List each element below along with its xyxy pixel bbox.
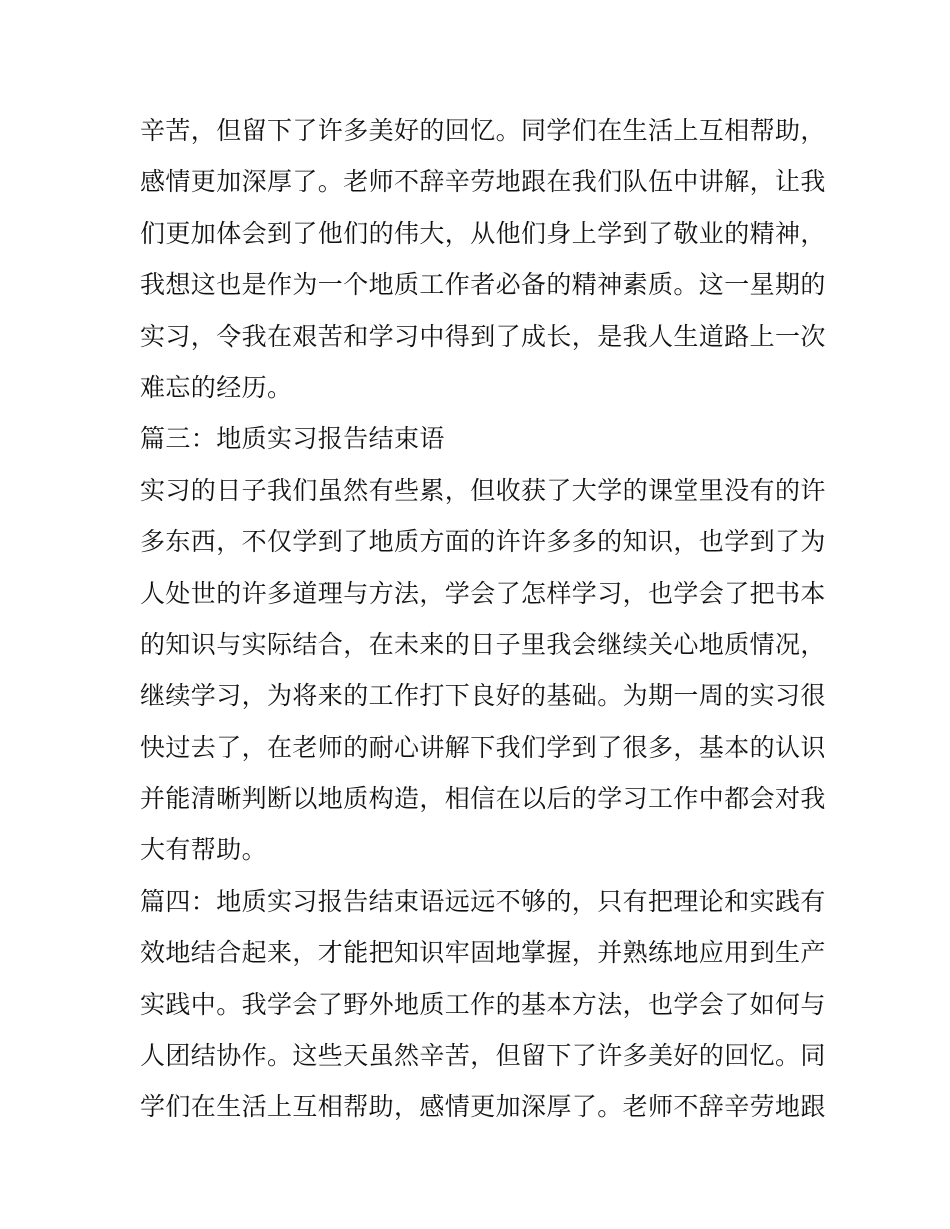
text-line: 多东西，不仅学到了地质方面的许许多多的知识，也学到了为 bbox=[140, 527, 826, 557]
text-line: 实习，令我在艰苦和学习中得到了成长，是我人生道路上一次 bbox=[140, 321, 826, 351]
document-text bbox=[140, 105, 826, 1133]
text-line: 效地结合起来，才能把知识牢固地掌握，并熟练地应用到生产 bbox=[140, 938, 826, 968]
text-line: 们更加体会到了他们的伟大，从他们身上学到了敬业的精神， bbox=[140, 218, 826, 248]
text-line: 人处世的许多道理与方法，学会了怎样学习，也学会了把书本 bbox=[140, 578, 826, 608]
text-line: 感情更加深厚了。老师不辞辛劳地跟在我们队伍中讲解，让我 bbox=[140, 167, 826, 197]
text-line: 难忘的经历。 bbox=[140, 372, 293, 402]
text-line: 辛苦，但留下了许多美好的回忆。同学们在生活上互相帮助， bbox=[140, 116, 826, 145]
section-heading: 篇三：地质实习报告结束语 bbox=[140, 424, 445, 454]
text-line: 大有帮助。 bbox=[140, 835, 268, 865]
text-line: 继续学习，为将来的工作打下良好的基础。为期一周的实习很 bbox=[140, 681, 826, 711]
text-line: 的知识与实际结合，在未来的日子里我会继续关心地质情况， bbox=[140, 629, 826, 659]
text-line: 人团结协作。这些天虽然辛苦，但留下了许多美好的回忆。同 bbox=[140, 1041, 826, 1071]
text-line: 学们在生活上互相帮助，感情更加深厚了。老师不辞辛劳地跟 bbox=[140, 1092, 826, 1122]
text-line: 快过去了，在老师的耐心讲解下我们学到了很多，基本的认识 bbox=[140, 732, 826, 762]
text-line: 实践中。我学会了野外地质工作的基本方法，也学会了如何与 bbox=[140, 989, 826, 1019]
section-heading-line: 篇四：地质实习报告结束语远远不够的，只有把理论和实践有 bbox=[140, 886, 826, 916]
text-line: 实习的日子我们虽然有些累，但收获了大学的课堂里没有的许 bbox=[140, 475, 826, 505]
text-line: 并能清晰判断以地质构造，相信在以后的学习工作中都会对我 bbox=[140, 784, 826, 814]
text-line: 我想这也是作为一个地质工作者必备的精神素质。这一星期的 bbox=[140, 270, 826, 300]
